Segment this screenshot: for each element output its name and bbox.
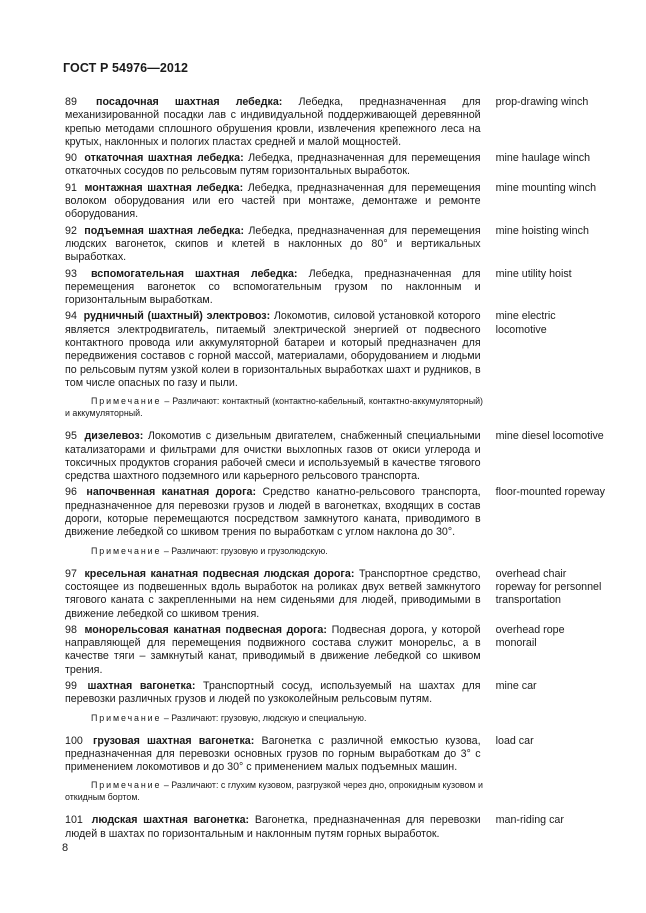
english-equivalent: mine mounting winch bbox=[495, 181, 597, 194]
note-label: Примечание bbox=[91, 545, 162, 556]
english-equivalent: load car bbox=[495, 734, 534, 747]
term-definition bbox=[65, 624, 481, 677]
term-entry-100 bbox=[65, 735, 605, 775]
term-definition bbox=[65, 680, 481, 707]
note-94 bbox=[65, 395, 483, 419]
term-entry-90 bbox=[65, 152, 605, 179]
term-number: 96 bbox=[65, 486, 77, 499]
term-number: 91 bbox=[65, 181, 77, 194]
term-number: 97 bbox=[65, 567, 77, 580]
term-entry-101 bbox=[65, 814, 605, 841]
term-number: 99 bbox=[65, 679, 77, 692]
term-title: вспомогательная шахтная лебедка: bbox=[91, 267, 298, 280]
term-number: 101 bbox=[65, 814, 83, 827]
term-definition bbox=[65, 225, 481, 265]
english-equivalent: prop-drawing winch bbox=[495, 96, 589, 108]
note-text: – Различают: грузовую и грузолюдскую. bbox=[163, 545, 328, 556]
term-title: посадочная шахтная лебедка: bbox=[96, 96, 283, 108]
term-title: монорельсовая канатная подвесная дорога: bbox=[84, 623, 327, 636]
term-title: напочвенная канатная дорога: bbox=[86, 486, 257, 499]
english-equivalent: floor-mounted ropeway bbox=[495, 486, 605, 499]
term-title: рудничный (шахтный) электровоз: bbox=[83, 310, 271, 323]
term-description: Вагонетка с различной емкостью кузова, предназначенная для перевозки основных грузов по горным выработкам до 3° с применением локомотивов и до 30° с применением малых подъемных машин. bbox=[65, 734, 481, 774]
term-entry-91 bbox=[65, 182, 605, 222]
page-number: 8 bbox=[62, 842, 69, 854]
term-description: Лебедка, предназначенная для перемещения откаточных сосудов по рельсовым путям горизонтальных выработок. bbox=[65, 152, 481, 178]
term-entry-94 bbox=[65, 310, 605, 390]
term-entry-95 bbox=[65, 430, 605, 483]
term-definition bbox=[65, 268, 481, 308]
term-definition bbox=[65, 152, 481, 179]
english-equivalent: man-riding car bbox=[495, 814, 564, 827]
term-entry-92 bbox=[65, 225, 605, 265]
term-description: Лебедка, предназначенная для перемещения людских вагонеток, скипов и клетей в наклонных до 80° и вертикальных выработках. bbox=[65, 224, 481, 264]
term-definition bbox=[65, 430, 481, 483]
english-equivalent: mine electric locomotive bbox=[495, 310, 556, 336]
term-entry-99 bbox=[65, 680, 605, 707]
term-title: шахтная вагонетка: bbox=[87, 679, 196, 692]
term-number: 98 bbox=[65, 623, 77, 636]
term-definition bbox=[65, 182, 481, 222]
term-definition bbox=[65, 486, 481, 539]
term-description: Лебедка, предназначенная для перемещения вагонеток со вспомогательным грузом по наклонным и горизонтальным выработкам. bbox=[65, 267, 481, 307]
term-entry-98 bbox=[65, 624, 605, 677]
note-text: – Различают: грузовую, людскую и специальную. bbox=[163, 712, 367, 723]
note-label: Примечание bbox=[91, 780, 162, 791]
term-number: 95 bbox=[65, 430, 77, 443]
standard-header: ГОСТ Р 54976—2012 bbox=[63, 61, 189, 75]
english-equivalent: mine utility hoist bbox=[495, 267, 572, 280]
terms-list bbox=[65, 96, 605, 844]
term-description: Транспортное средство, состоящее из подвешенных вдоль выработок на роликах двух ветвей замкнутого тягового каната с закрепленными на нем сиденьями для людей, приводимыми в движение лебедкой со шкивом трения. bbox=[65, 567, 481, 620]
term-entry-93 bbox=[65, 268, 605, 308]
term-description: Лебедка, предназначенная для перемещения волоком оборудования или его частей при монтаже, демонтаже и ремонте оборудования. bbox=[65, 181, 481, 221]
note-text: – Различают: с глухим кузовом, разгрузкой через дно, опрокидным кузовом и откидным бортом. bbox=[65, 780, 483, 803]
english-equivalent: mine hoisting winch bbox=[495, 224, 589, 237]
term-number: 90 bbox=[65, 152, 77, 165]
note-99 bbox=[65, 712, 483, 724]
english-equivalent: mine haulage winch bbox=[495, 152, 591, 165]
term-definition bbox=[65, 96, 481, 149]
term-description: Локомотив, силовой установкой которого является электродвигатель, питаемый электрической энергией от подвесного контактного провода или аккумуляторной батареи и который предназначен для передвижения составов с горной массой, материалами, оборудованием и людьми по рельсовым путям узкой колеи в горизонтальных выработках шахт и рудников, в том числе опасных по газу и пыли. bbox=[65, 310, 481, 389]
term-number: 94 bbox=[65, 310, 77, 323]
term-title: кресельная канатная подвесная людская дорога: bbox=[84, 567, 355, 580]
term-definition bbox=[65, 735, 481, 775]
term-title: монтажная шахтная лебедка: bbox=[84, 181, 244, 194]
term-title: откаточная шахтная лебедка: bbox=[84, 152, 244, 165]
english-equivalent: mine car bbox=[495, 679, 537, 692]
english-equivalent: overhead chair ropeway for personnel transportation bbox=[495, 567, 602, 607]
term-description: Подвесная дорога, у которой направляющей для перемещения подвижного состава служит монорельс, а в качестве тяги – замкнутый канат, приводимый в движение лебедкой со шкивом трения. bbox=[65, 623, 481, 676]
term-number: 89 bbox=[65, 96, 77, 108]
note-label: Примечание bbox=[91, 396, 162, 407]
term-description: Транспортный сосуд, используемый на шахтах для перевозки различных грузов и людей по узкоколейным рельсовым путям. bbox=[65, 679, 481, 706]
term-definition bbox=[65, 310, 481, 390]
term-entry-89 bbox=[65, 96, 605, 149]
term-title: людская шахтная вагонетка: bbox=[91, 814, 250, 827]
term-number: 92 bbox=[65, 224, 77, 237]
term-entry-97 bbox=[65, 568, 605, 621]
term-title: грузовая шахтная вагонетка: bbox=[92, 734, 255, 747]
note-text: – Различают: контактный (контактно-кабельный, контактно-аккумуляторный) и аккумуляторный. bbox=[65, 396, 483, 419]
term-definition bbox=[65, 568, 481, 621]
english-equivalent: mine diesel locomotive bbox=[495, 430, 604, 443]
term-title: дизелевоз: bbox=[84, 430, 144, 443]
note-96 bbox=[65, 545, 483, 557]
term-entry-96 bbox=[65, 486, 605, 539]
term-description: Лебедка, предназначенная для механизированной посадки лав с индивидуальной поддерживающей деревянной крепью методами сплошного обрушения кровли, извлечения крепежного леса на крутых, наклонных и пологих пластах средней и малой мощностей. bbox=[65, 96, 481, 148]
english-equivalent: overhead rope monorail bbox=[495, 623, 565, 650]
term-description: Средство канатно-рельсового транспорта, предназначенное для перевозки грузов и людей в вагонетках, входящих в состав дороги, которые перемещаются посредством замкнутого каната, приводимого в движение лебедкой со шкивом трения по выработкам с углом наклона до 30°. bbox=[65, 486, 481, 539]
term-definition bbox=[65, 814, 481, 841]
note-label: Примечание bbox=[91, 712, 162, 723]
term-number: 100 bbox=[65, 734, 83, 747]
term-description: Локомотив с дизельным двигателем, снабженный специальными катализаторами и фильтрами для очистки выхлопных газов от окиси углерода и токсичных продуктов сгорания рабочей смеси и используемый в качестве тягового средства шахтного подземного или карьерного рельсового транспорта. bbox=[65, 430, 481, 483]
term-title: подъемная шахтная лебедка: bbox=[84, 224, 245, 237]
note-100 bbox=[65, 779, 483, 803]
term-description: Вагонетка, предназначенная для перевозки людей в шахтах по горизонтальным и наклонным путям горных выработок. bbox=[65, 814, 481, 840]
term-number: 93 bbox=[65, 267, 77, 280]
